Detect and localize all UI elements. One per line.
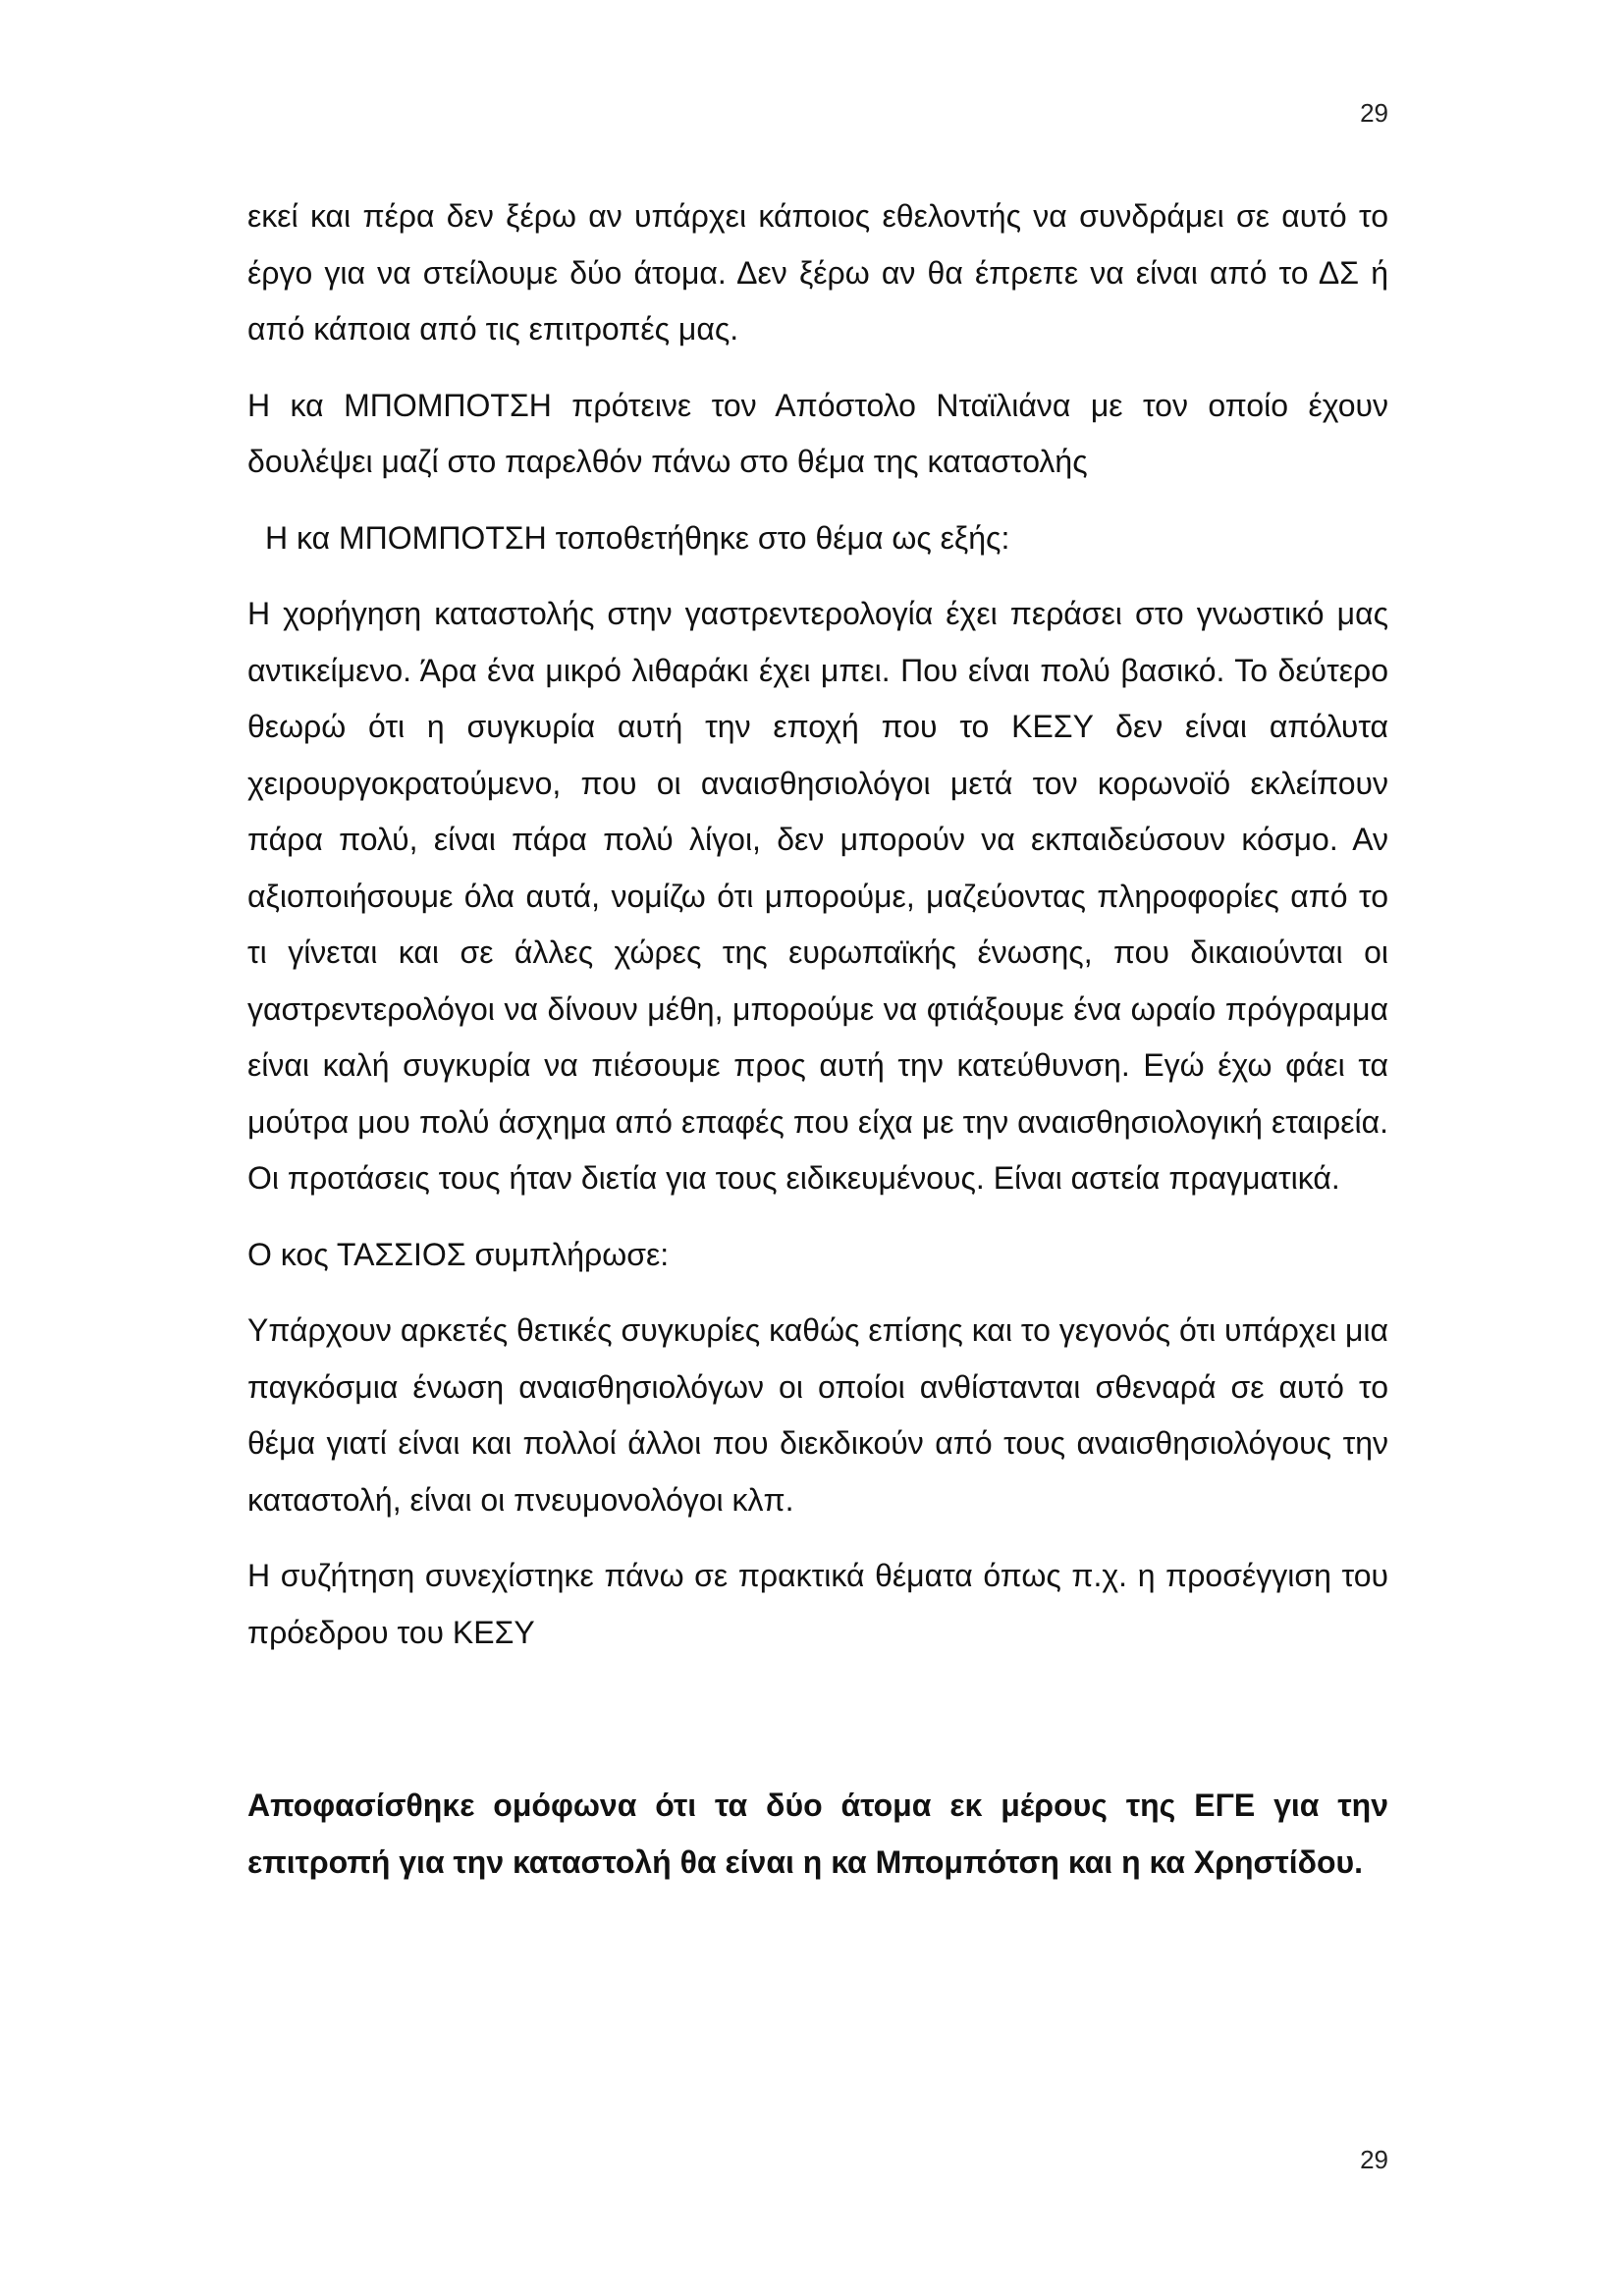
paragraph-decision: Αποφασίσθηκε ομόφωνα ότι τα δύο άτομα εκ μέρους της ΕΓΕ για την επιτροπή για την καταστολή θα είναι η κα Μπομπότση και η κα Χρηστίδου. [247, 1788, 1388, 1880]
paragraph-continuation: εκεί και πέρα δεν ξέρω αν υπάρχει κάποιος εθελοντής να συνδράμει σε αυτό το έργο για να στείλουμε δύο άτομα. Δεν ξέρω αν θα έπρεπε να είναι από το ΔΣ ή από κάποια από τις επιτροπές μας. [247, 198, 1388, 347]
page-number-bottom: 29 [1360, 2145, 1388, 2174]
paragraph-speaker-intro: Η κα ΜΠΟΜΠΟΤΣΗ τοποθετήθηκε στο θέμα ως εξής: [265, 519, 1010, 556]
document-body [247, 188, 1388, 1910]
paragraph-second-speaker-intro: Ο κος ΤΑΣΣΙΟΣ συμπλήρωσε: [247, 1236, 670, 1272]
paragraph-discussion: Η συζήτηση συνεχίστηκε πάνω σε πρακτικά θέματα όπως π.χ. η προσέγγιση του πρόεδρου του ΚΕΣΥ [247, 1558, 1388, 1650]
paragraph-speaker-statement: Η χορήγηση καταστολής στην γαστρεντερολογία έχει περάσει στο γνωστικό μας αντικείμενο. Άρα ένα μικρό λιθαράκι έχει μπει. Που είναι πολύ βασικό. Το δεύτερο θεωρώ ότι η συγκυρία αυτή την εποχή που το ΚΕΣΥ δεν είναι απόλυτα χειρουργοκρατούμενο, που οι αναισθησιολόγοι μετά τον κορωνοϊό εκλείπουν πάρα πολύ, είναι πάρα πολύ λίγοι, δεν μπορούν να εκπαιδεύσουν κόσμο. Αν αξιοποιήσουμε όλα αυτά, νομίζω ότι μπορούμε, μαζεύοντας πληροφορίες από το τι γίνεται και σε άλλες χώρες της ευρωπαϊκής ένωσης, που δικαιούνται οι γαστρεντερολόγοι να δίνουν μέθη, μπορούμε να φτιάξουμε ένα ωραίο πρόγραμμα είναι καλή συγκυρία να πιέσουμε προς αυτή την κατεύθυνση. Εγώ έχω φάει τα μούτρα μου πολύ άσχημα από επαφές που είχα με την αναισθησιολογική εταιρεία. Οι προτάσεις τους ήταν διετία για τους ειδικευμένους. Είναι αστεία πραγματικά. [247, 596, 1388, 1196]
page-number-top: 29 [1360, 98, 1388, 128]
paragraph-second-speaker-statement: Υπάρχουν αρκετές θετικές συγκυρίες καθώς επίσης και το γεγονός ότι υπάρχει μια παγκόσμια ένωση αναισθησιολόγων οι οποίοι ανθίστανται σθεναρά σε αυτό το θέμα γιατί είναι και πολλοί άλλοι που διεκδικούν από τους αναισθησιολόγους την καταστολή, είναι οι πνευμονολόγοι κλπ. [247, 1312, 1388, 1518]
paragraph-proposal: Η κα ΜΠΟΜΠΟΤΣΗ πρότεινε τον Απόστολο Νταϊλιάνα με τον οποίο έχουν δουλέψει μαζί στο παρελθόν πάνω στο θέμα της καταστολής [247, 387, 1388, 479]
